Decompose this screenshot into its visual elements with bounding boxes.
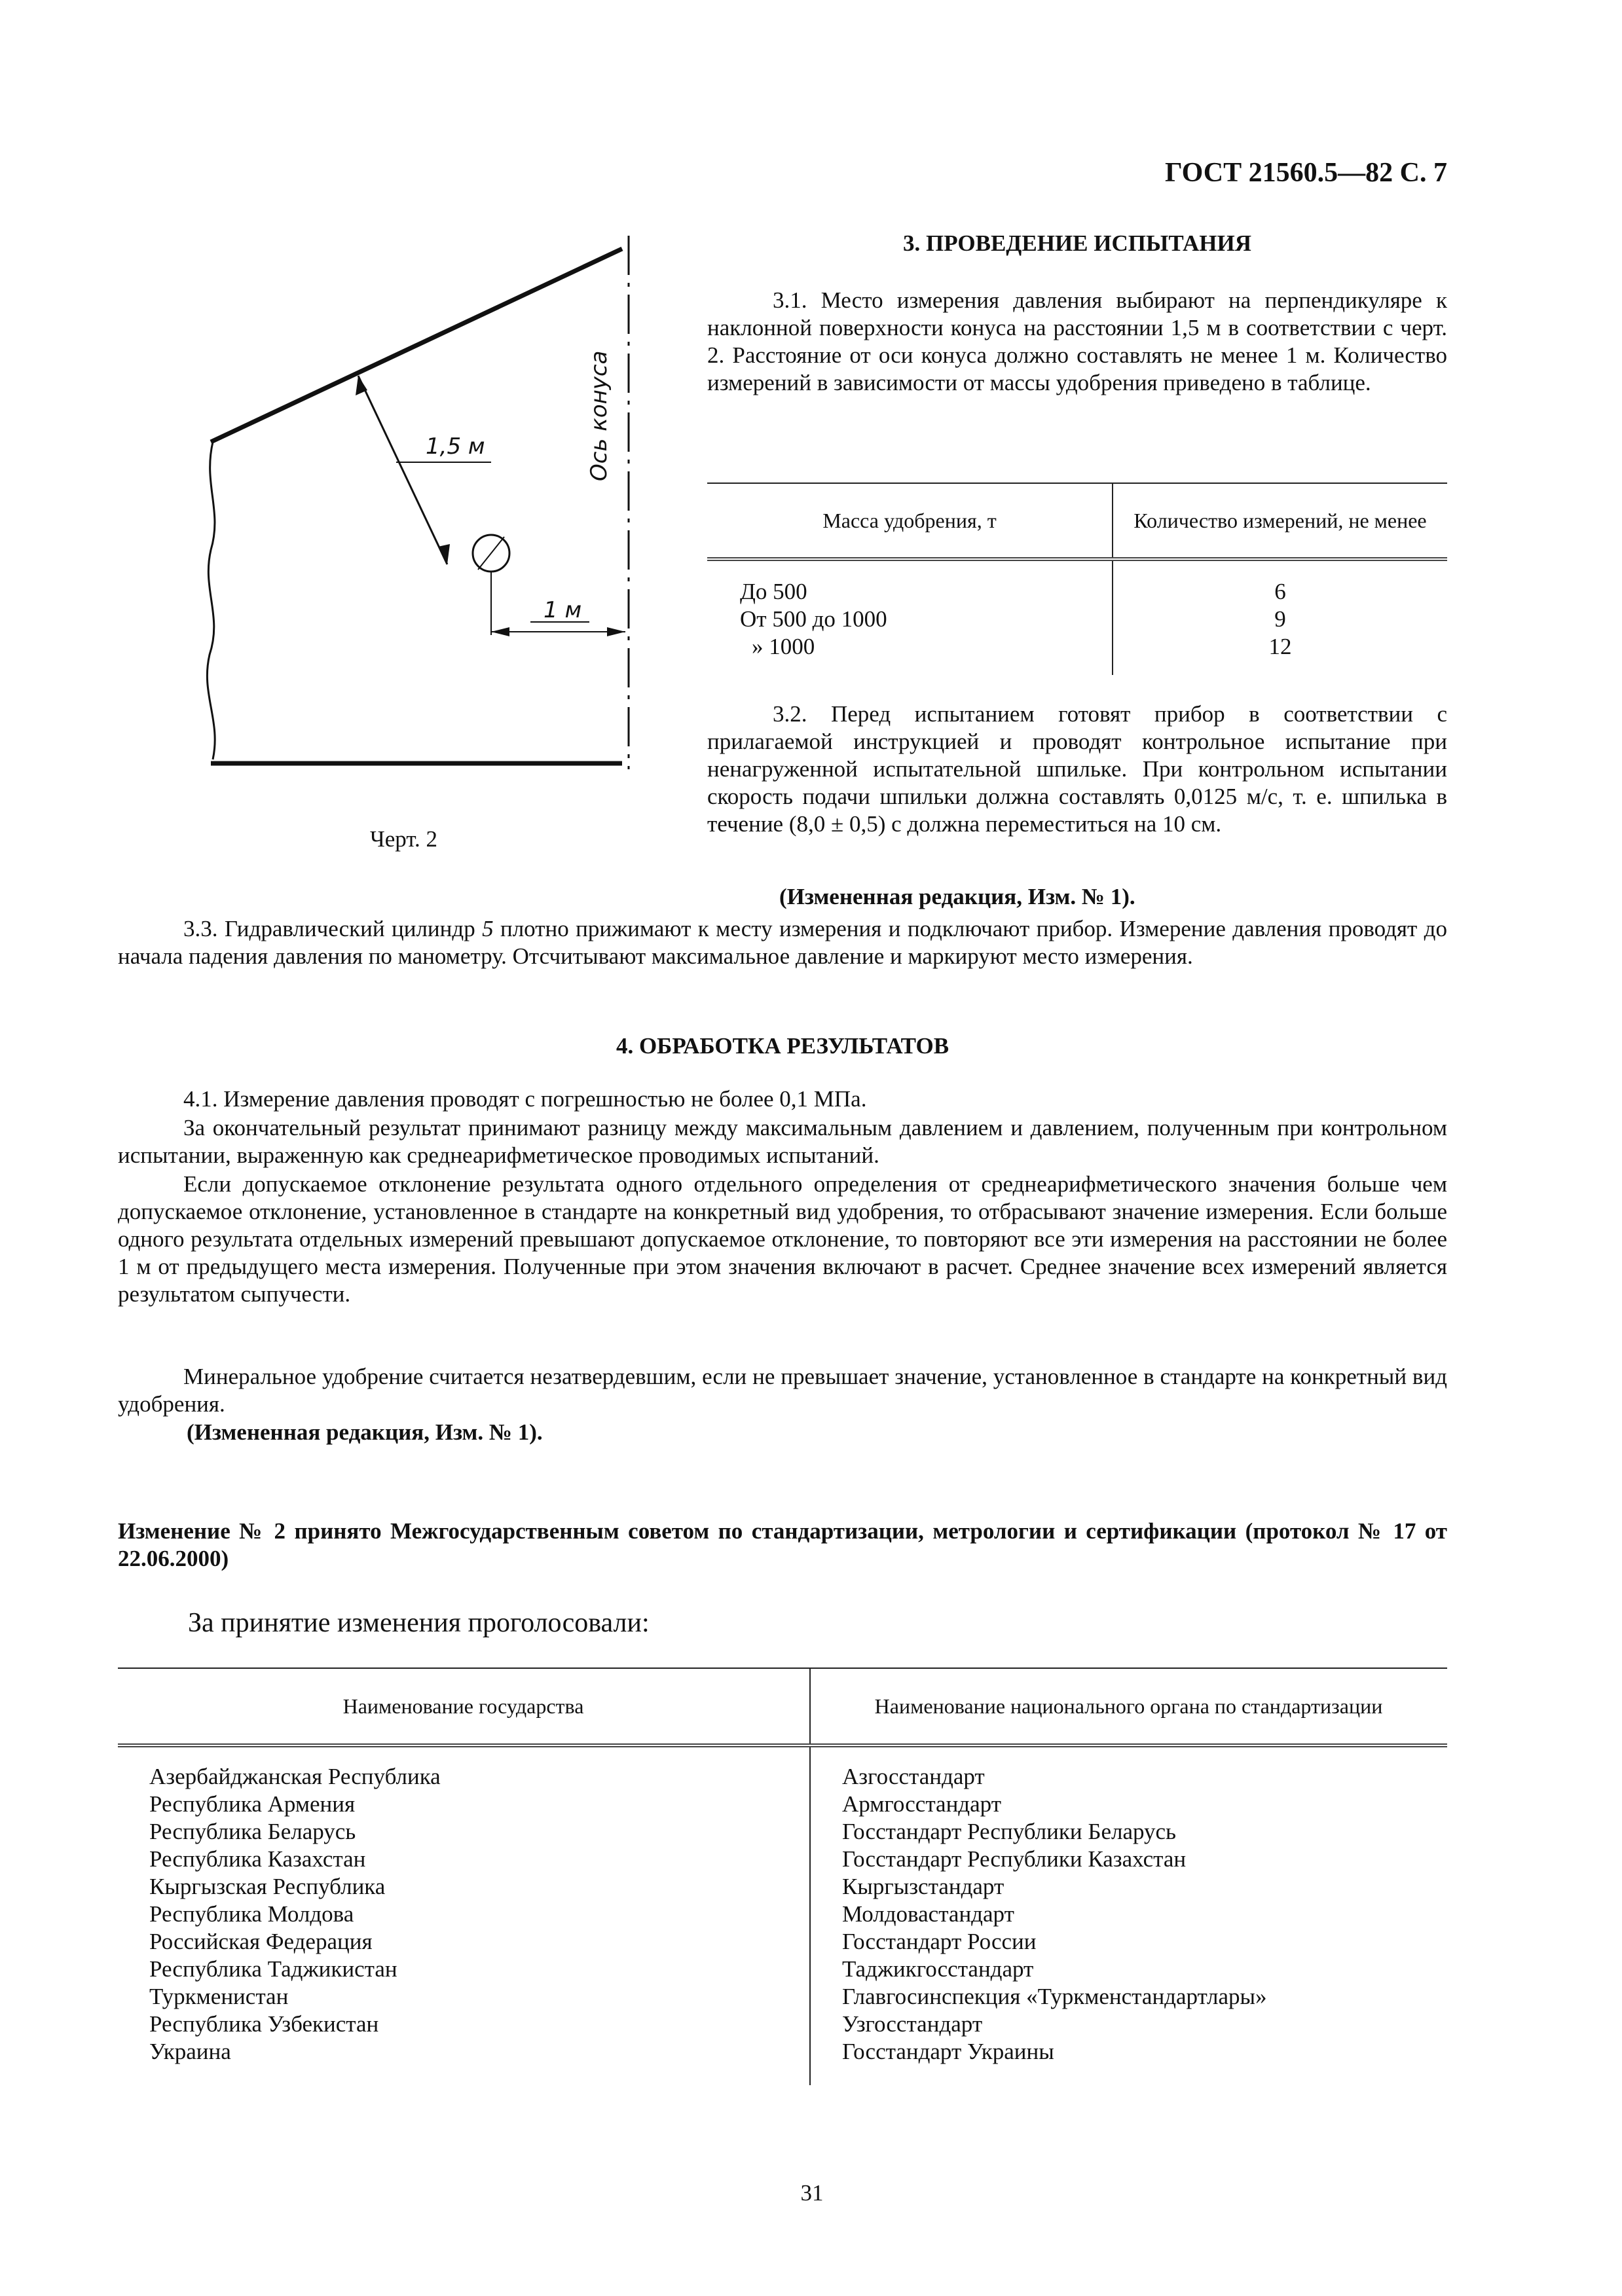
paragraph-4-3: Если допускаемое отклонение результата одного отдельного определения от среднеарифметического значения больше чем допускаемое отклонение, установленное в стандарте на конкретный вид удобрения, то отбрасывают значение измерения. Если больше одного результата отдельных измерений превышают допускаемое отклонение, то повторяют все эти измерения на расстоянии не более 1 м от предыдущего места измерения. Полученные при этом значения включают в расчет. Среднее значение всех измерений является результатом сыпучести. (118, 1171, 1447, 1307)
paragraph-3-3-part-b: плотно прижимают к месту измерения и подключают прибор. Измерение давления проводят до начала падения давления по манометру. Отсчитывают максимальное давление и маркируют место измерения. (118, 916, 1447, 969)
table-row (118, 1846, 1447, 1873)
table-cell: Госстандарт Республики Казахстан (842, 1846, 1187, 1872)
paragraph-3-3 (118, 915, 1447, 970)
table-row (118, 1791, 1447, 1818)
table-cell: Главгосинспекция «Туркменстандартлары» (842, 1984, 1267, 2009)
table-row (118, 1745, 1447, 1791)
table-cell: 6 (1274, 579, 1286, 604)
paragraph-4-4: Минеральное удобрение считается незатвердевшим, если не превышает значение, установленное в стандарте на конкретный вид удобрения. (118, 1364, 1447, 1417)
table-cell: Азербайджанская Республика (118, 1745, 810, 1791)
table-cell: Молдовастандарт (842, 1901, 1014, 1927)
table-cell: » 1000 (707, 633, 1113, 675)
table-row (118, 1928, 1447, 1956)
label-1m: 1 м (544, 597, 582, 623)
table-cell: Кыргызская Республика (118, 1873, 810, 1901)
paragraph-3-1: 3.1. Место измерения давления выбирают на перпендикуляре к наклонной поверхности конуса на расстоянии 1,5 м в соответствии с черт. 2. Расстояние от оси конуса должно составлять не менее 1 м. Количество измерений в зависимости от массы удобрения приведено в таблице. (707, 287, 1447, 395)
arrow-left (491, 627, 509, 636)
table-cell: Кыргызстандарт (842, 1874, 1005, 1899)
table-cell: Туркменистан (118, 1983, 810, 2011)
section-4-title: 4. ОБРАБОТКА РЕЗУЛЬТАТОВ (616, 1033, 949, 1059)
table-row (707, 606, 1447, 633)
table-cell: Республика Беларусь (118, 1818, 810, 1846)
measurement-point-cross (478, 537, 504, 570)
table-cell: Азгосстандарт (842, 1764, 985, 1789)
table-cell: Республика Армения (118, 1791, 810, 1818)
break-line (207, 442, 215, 759)
arrow-right (607, 627, 625, 636)
figure-caption: Черт. 2 (370, 826, 437, 852)
label-1-5m: 1,5 м (426, 433, 485, 460)
voted-heading: За принятие изменения проголосовали: (188, 1608, 650, 1638)
table-row (118, 1818, 1447, 1846)
revision-note-3-2: (Измененная редакция, Изм. № 1). (779, 884, 1135, 909)
amendment-approval-note: Изменение № 2 принято Межгосударственным советом по стандартизации, метрологии и сертификации (протокол № 17 от 22.06.2000) (118, 1518, 1447, 1571)
table-row (118, 2011, 1447, 2038)
table-cell: Армгосстандарт (842, 1791, 1001, 1817)
document-reference: ГОСТ 21560.5—82 С. 7 (1164, 158, 1447, 188)
page-number: 31 (800, 2180, 824, 2206)
table-row (707, 559, 1447, 606)
voting-states-table (118, 1667, 1447, 2085)
paragraph-4-2: За окончательный результат принимают разницу между максимальным давлением и давлением, полученным при контрольном испытании, выраженную как среднеарифметическое проводимых испытаний. (118, 1115, 1447, 1168)
table-cell: Госстандарт России (842, 1929, 1037, 1954)
table-cell: Госстандарт Украины (842, 2039, 1054, 2064)
table-row (118, 2038, 1447, 2085)
table-cell: Республика Казахстан (118, 1846, 810, 1873)
table-cell: 12 (1268, 634, 1292, 659)
paragraph-3-3-part-a: 3.3. Гидравлический цилиндр (183, 916, 483, 941)
table-header-body: Наименование национального органа по стандартизации (810, 1668, 1447, 1745)
section-3-title: 3. ПРОВЕДЕНИЕ ИСПЫТАНИЯ (903, 230, 1251, 256)
part-reference: 5 (482, 916, 494, 941)
perpendicular-dimension (358, 376, 447, 564)
table-row (118, 1956, 1447, 1983)
table-cell: Российская Федерация (118, 1928, 810, 1956)
arrow-head-bottom (438, 544, 450, 564)
table-header-count: Количество измерений, не менее (1113, 483, 1447, 559)
table-cell: 9 (1274, 606, 1286, 632)
table-cell: Республика Молдова (118, 1901, 810, 1928)
label-cone-axis: Ось конуса (586, 350, 612, 481)
table-cell: Узгосстандарт (842, 2011, 983, 2037)
table-cell: Республика Таджикистан (118, 1956, 810, 1983)
measurement-count-table (707, 483, 1447, 675)
revision-note-4: (Измененная редакция, Изм. № 1). (187, 1419, 543, 1445)
table-cell: Таджикгосстандарт (842, 1956, 1034, 1982)
table-row (118, 1873, 1447, 1901)
table-cell: Украина (118, 2038, 810, 2085)
table-row (118, 1983, 1447, 2011)
table-row (707, 633, 1447, 675)
table-cell: Республика Узбекистан (118, 2011, 810, 2038)
table-header-mass: Масса удобрения, т (707, 483, 1113, 559)
table-cell: До 500 (707, 559, 1113, 606)
cone-diagram (164, 223, 661, 773)
table-cell: От 500 до 1000 (707, 606, 1113, 633)
paragraph-4-1: 4.1. Измерение давления проводят с погрешностью не более 0,1 МПа. (183, 1086, 867, 1112)
table-row (118, 1901, 1447, 1928)
table-cell: Госстандарт Республики Беларусь (842, 1819, 1177, 1844)
cone-surface-line (211, 249, 622, 442)
paragraph-3-2: 3.2. Перед испытанием готовят прибор в соответствии с прилагаемой инструкцией и проводят контрольное испытание при ненагруженной испытательной шпильке. При контрольном испытании скорость подачи шпильки должна составлять 0,0125 м/с, т. е. шпилька в течение (8,0 ± 0,5) с должна переместиться на 10 см. (707, 701, 1447, 837)
table-header-state: Наименование государства (118, 1668, 810, 1745)
